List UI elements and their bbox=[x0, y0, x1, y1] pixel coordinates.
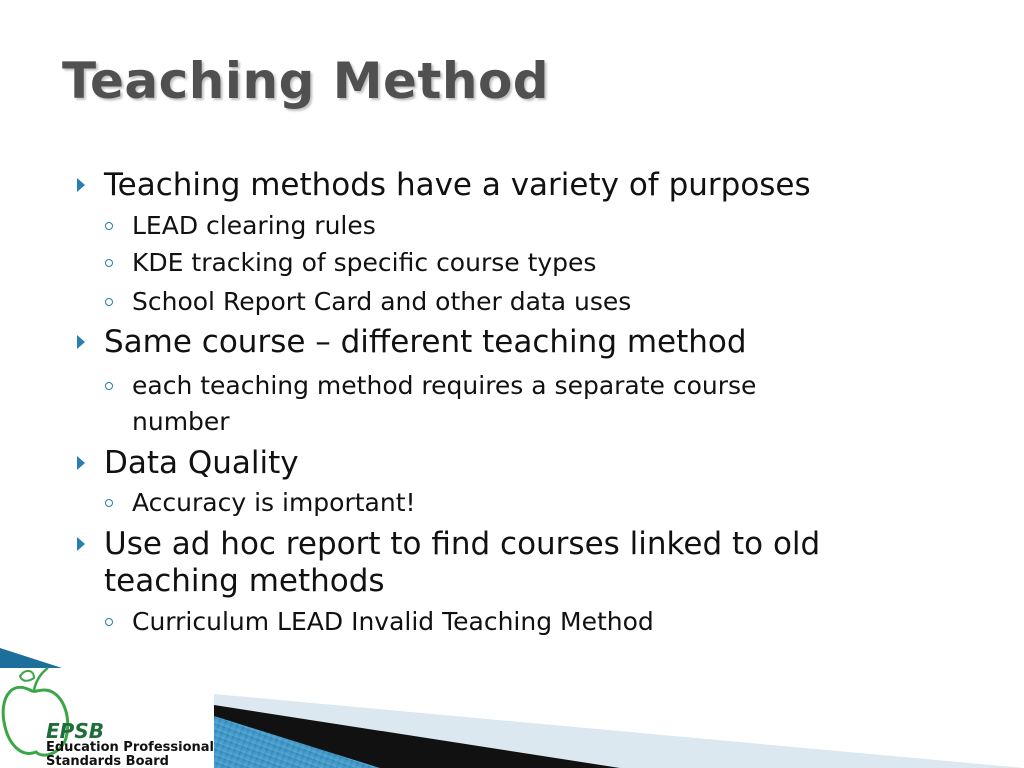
sub-bullet-text: LEAD clearing rules bbox=[132, 211, 376, 240]
sub-bullet-text: number bbox=[132, 407, 230, 436]
left-wedge-band bbox=[0, 648, 62, 668]
apple-stem-icon bbox=[34, 668, 48, 690]
bullet-text: Data Quality bbox=[104, 445, 299, 481]
bullet-text: Teaching methods have a variety of purposes bbox=[104, 167, 811, 203]
sub-bullet-text: School Report Card and other data uses bbox=[132, 287, 632, 316]
bullet-text: teaching methods bbox=[104, 563, 385, 599]
leaf-icon bbox=[20, 671, 34, 681]
bullet-text: Same course – different teaching method bbox=[104, 324, 747, 360]
sub-bullet-text: KDE tracking of specific course types bbox=[132, 248, 597, 277]
sub-bullet-text: Accuracy is important! bbox=[132, 488, 416, 517]
bullet-text: Use ad hoc report to find courses linked to old bbox=[104, 526, 821, 562]
logo-abbr: EPSB bbox=[46, 719, 104, 743]
logo-line-1: Education Professional bbox=[46, 740, 214, 755]
slide-title: Teaching Method bbox=[62, 52, 550, 110]
sub-bullet-text: Curriculum LEAD Invalid Teaching Method bbox=[132, 607, 654, 636]
logo-line-2: Standards Board bbox=[46, 754, 169, 768]
sub-bullet-text: each teaching method requires a separate course bbox=[132, 371, 757, 400]
